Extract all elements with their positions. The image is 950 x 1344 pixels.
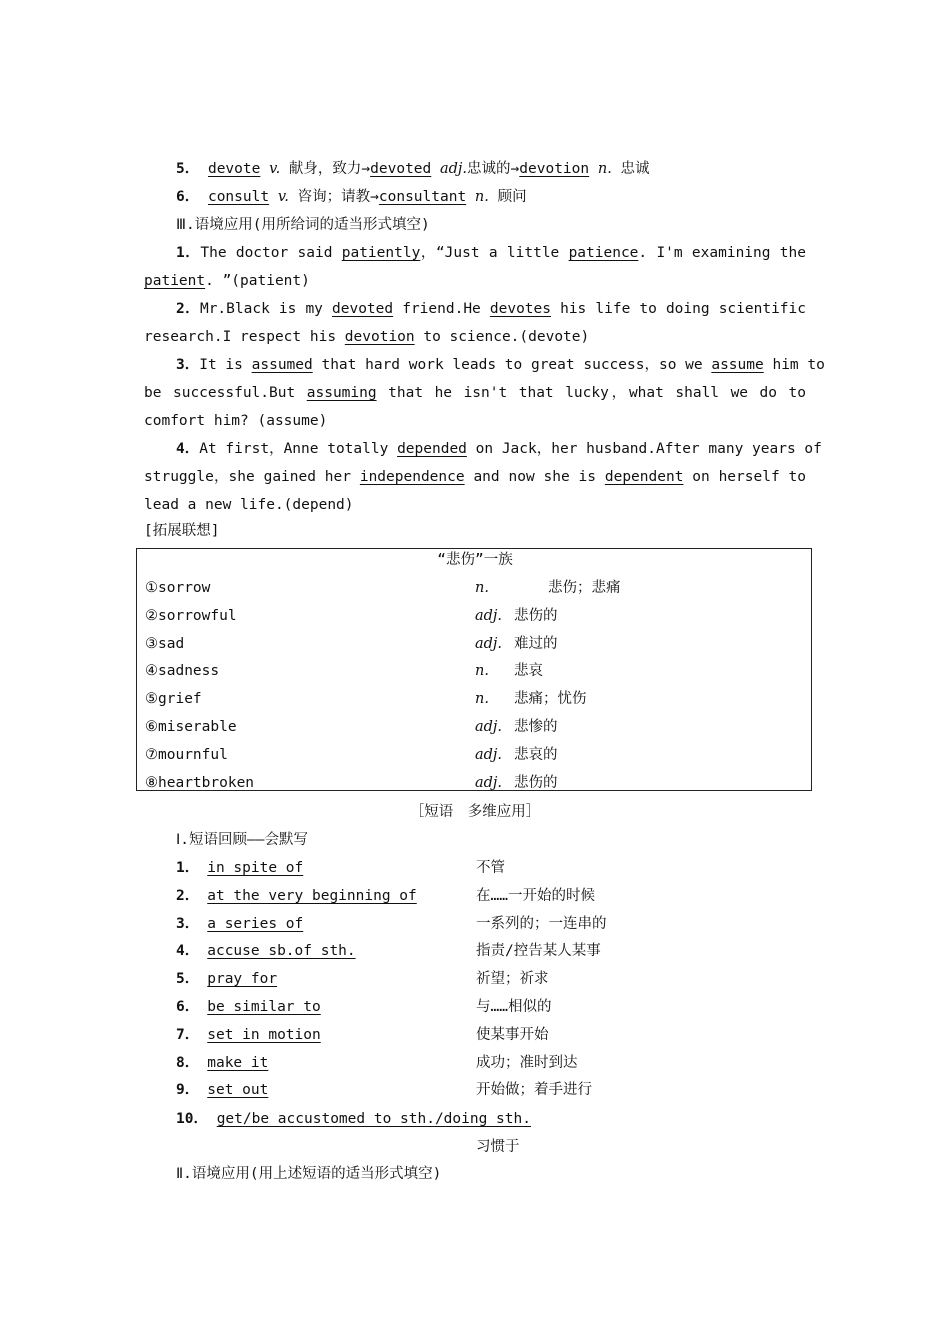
phrase-item [176,882,776,910]
exercise-2-line-2 [144,323,808,351]
item-number: 2． [176,301,200,317]
table-word: ④sadness [145,663,220,680]
table-meaning: 难过的 [514,635,558,652]
vocab-meaning: 咨询；请教→ [297,189,379,205]
phrase-english: accuse sb.of sth. [207,943,356,960]
answer-blank: assuming [306,385,377,401]
item-number: 6． [176,999,200,1015]
text: him to [763,357,825,373]
phrase-english: at the very beginning of [207,887,417,904]
table-pos: adj. [475,635,503,652]
vocab-word: consult [207,189,270,205]
table-word: ⑦mournful [145,746,228,763]
table-row [137,713,813,741]
phrase-meaning: 一系列的；一连串的 [476,915,607,932]
section-title: Ⅱ.语境应用(用上述短语的适当形式填空) [176,1166,442,1182]
exercise-4-line-3: lead a new life.(depend) [144,497,354,513]
text: be successful.But [144,385,307,401]
phrase-english: get/be accustomed to sth./doing sth. [216,1111,531,1127]
answer-blank: devotes [489,301,551,317]
part-of-speech: n. [474,189,489,205]
exercise-3-line-1 [176,351,825,379]
answer-blank: assume [711,357,764,373]
text: to science.(devote) [414,329,590,345]
text: It is [199,357,252,373]
exercise-3-line-3: comfort him? (assume) [144,413,328,429]
table-pos: n. [475,580,489,596]
sorrow-word-table [136,548,812,791]
text: . ”(patient) [205,273,310,289]
vocab-derived-word: devoted [370,161,432,177]
table-meaning: 悲哀的 [514,746,558,763]
section-title: Ⅲ.语境应用(用所给词的适当形式填空) [176,217,430,233]
table-pos: n. [475,663,489,680]
table-word: ③sad [145,635,185,652]
table-meaning: 悲痛；忧伤 [514,691,587,708]
phrase-review-title: Ⅰ.短语回顾——会默写 [176,832,308,848]
phrase-meaning: 使某事开始 [476,1026,549,1043]
item-number: 4． [176,441,200,457]
table-row [137,741,813,769]
exercise-1-line-1 [176,239,806,267]
table-word: ⑧heartbroken [145,774,255,791]
item-number: 6． [176,189,200,205]
phrase-item [176,993,776,1021]
item-number: 9． [176,1082,200,1099]
vocab-derived-word: consultant [378,189,467,205]
table-pos: adj. [475,746,503,763]
answer-blank: devotion [344,329,415,345]
item-number: 1． [176,245,201,261]
phrase-meaning: 祈望；祈求 [476,971,549,988]
exercise-1-line-2 [144,267,808,295]
vocab-line-devote [176,155,840,183]
item-number: 5． [176,971,200,988]
table-pos: adj. [475,719,503,735]
phrase-item [176,1049,776,1077]
text: Mr.Black is my [199,301,333,317]
vocab-line-consult [176,183,840,211]
table-row [137,769,813,797]
phrase-meaning: 成功；准时到达 [476,1054,578,1071]
text: on Jack，her husband.After many years of [466,441,822,457]
answer-blank: patient [144,273,206,289]
phrase-item-10 [176,1105,840,1133]
table-row [137,574,813,602]
answer-blank: depended [397,441,467,457]
answer-blank: devoted [332,301,394,317]
phrase-english: set out [207,1082,269,1099]
vocab-meaning: 忠诚的→ [467,161,520,177]
table-meaning: 悲伤的 [514,607,558,624]
table-word: ①sorrow [145,580,211,596]
item-number: 1． [176,860,200,876]
phrase-meaning: 开始做；着手进行 [476,1082,592,1099]
table-meaning: 悲伤的 [514,774,558,791]
text: that hard work leads to great success，so we [312,357,712,373]
table-meaning: 悲哀 [514,663,543,680]
vocab-word: devote [207,161,261,177]
item-number: 5． [176,161,200,177]
vocab-meaning: 顾问 [497,189,527,205]
answer-blank: patience [568,245,639,261]
text: friend.He [393,301,490,317]
answer-blank: assumed [251,357,313,373]
phrase-english: pray for [207,971,278,988]
expand-title: [拓展联想] [144,523,220,539]
text: and now she is [464,469,605,485]
item-number: 10． [176,1111,208,1127]
phrase-item [176,1076,776,1104]
table-row [137,685,813,713]
text: . I'm examining the [638,245,806,261]
text: his life to doing scientific [551,301,806,317]
phrase-item [176,854,776,882]
phrase-meaning: 与……相似的 [476,999,552,1015]
table-row [137,630,813,658]
phrase-english: make it [207,1054,269,1071]
part-of-speech: adj. [440,161,468,177]
phrase-english: in spite of [207,860,304,876]
exercise-3-line-2 [144,379,806,407]
vocab-meaning: 忠诚 [620,161,650,177]
vocab-derived-word: devotion [519,161,590,177]
phrase-english: a series of [207,915,304,932]
answer-blank: independence [359,469,465,485]
phrase-10-meaning: 习惯于 [476,1139,520,1155]
table-row [137,657,813,685]
text: At first，Anne totally [199,441,398,457]
phrase-meaning: 不管 [476,860,505,876]
item-number: 8． [176,1054,200,1071]
vocab-meaning: 献身，致力→ [288,161,371,177]
phrase-item [176,965,776,993]
item-number: 3． [176,357,200,373]
part-of-speech: n. [597,161,612,177]
table-meaning: 悲伤；悲痛 [548,580,621,596]
table-row [137,602,813,630]
phrase-item [176,1021,776,1049]
table-word: ⑤grief [145,691,202,708]
text: ，“Just a little [420,245,569,261]
text: struggle，she gained her [144,469,360,485]
text: that he isn't that lucky，what shall we do to [376,385,807,401]
item-number: 3． [176,915,200,932]
table-title: “悲伤”一族 [437,552,513,568]
phrase-english: be similar to [207,999,321,1015]
exercise-2-line-1 [176,295,806,323]
item-number: 7． [176,1026,200,1043]
phrase-meaning: 指责/控告某人某事 [476,943,601,960]
text: research.I respect his [144,329,345,345]
phrase-meaning: 在……一开始的时候 [476,887,595,904]
table-meaning: 悲惨的 [514,719,558,735]
part-of-speech: v. [269,161,281,177]
text: The doctor said [200,245,342,261]
exercise-4-line-2 [144,463,806,491]
item-number: 4． [176,943,200,960]
answer-blank: dependent [604,469,684,485]
phrase-item [176,937,776,965]
answer-blank: patiently [341,245,421,261]
text: on herself to [683,469,806,485]
phrase-english: set in motion [207,1026,321,1043]
exercise-4-line-1 [176,435,822,463]
table-pos: adj. [475,774,503,791]
part-of-speech: v. [277,189,289,205]
phrase-item [176,910,776,938]
phrase-heading: ［短语 多维应用］ [409,804,541,820]
table-word: ⑥miserable [145,719,237,735]
table-word: ②sorrowful [145,607,237,624]
table-pos: n. [475,691,489,708]
table-pos: adj. [475,607,503,624]
item-number: 2． [176,887,200,904]
